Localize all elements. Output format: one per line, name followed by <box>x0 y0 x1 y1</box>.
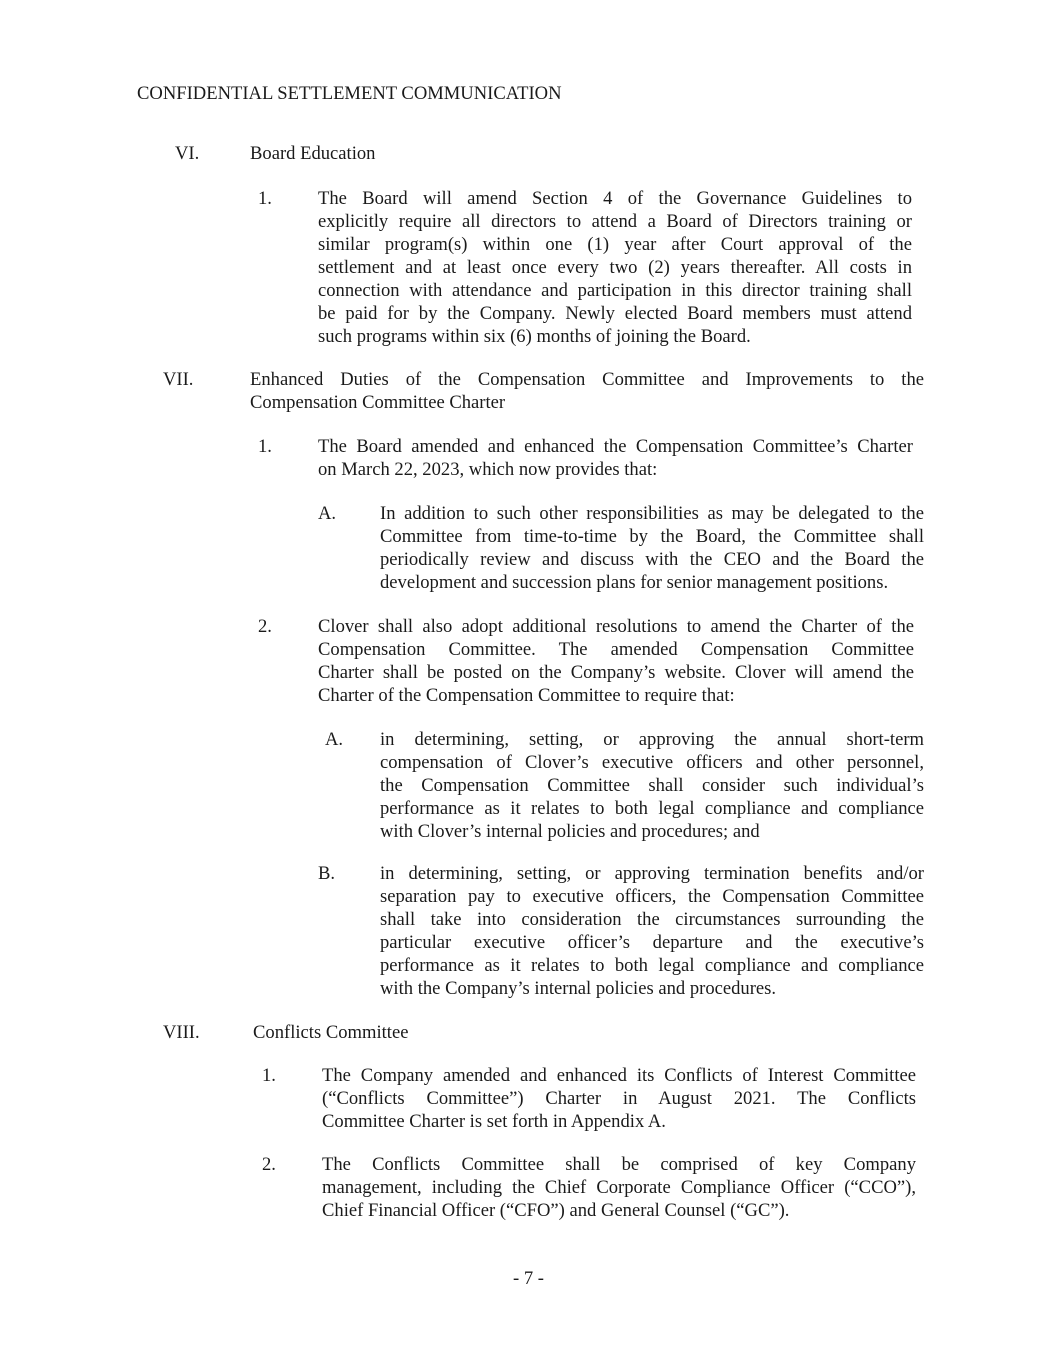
paragraph-text <box>318 435 913 481</box>
paragraph-line: periodically review and discuss with the CEO and the Board the <box>380 549 924 570</box>
paragraph-line: settlement and at least once every two (2) years thereafter. All costs in <box>318 257 912 278</box>
paragraph-line: The Conflicts Committee shall be comprised of key Company <box>322 1154 916 1175</box>
paragraph-line: connection with attendance and participation in this director training shall <box>318 280 912 301</box>
paragraph-line: such programs within six (6) months of joining the Board. <box>318 326 751 347</box>
paragraph-text <box>322 1064 916 1133</box>
paragraph-line: Charter shall be posted on the Company’s website. Clover will amend the <box>318 662 914 683</box>
page-number: - 7 - <box>513 1268 544 1289</box>
paragraph-label: 2. <box>258 616 272 637</box>
paragraph-text <box>380 502 924 594</box>
paragraph-text <box>380 728 924 843</box>
section-title-line: Enhanced Duties of the Compensation Committee and Improvements to the <box>250 369 924 390</box>
paragraph-label: A. <box>318 503 337 524</box>
paragraph-label: 1. <box>258 436 272 457</box>
paragraph-line: Chief Financial Officer (“CFO”) and General Counsel (“GC”). <box>322 1200 790 1221</box>
paragraph-line: The Company amended and enhanced its Conflicts of Interest Committee <box>322 1065 916 1086</box>
paragraph-text <box>322 1153 916 1222</box>
paragraph-line: shall take into consideration the circumstances surrounding the <box>380 909 924 930</box>
paragraph-line: on March 22, 2023, which now provides that: <box>318 459 658 480</box>
section-title <box>250 142 930 165</box>
paragraph-line: with the Company’s internal policies and procedures. <box>380 978 777 999</box>
paragraph-label: 1. <box>258 188 272 209</box>
paragraph-line: with Clover’s internal policies and procedures; and <box>380 821 760 842</box>
paragraph-line: particular executive officer’s departure and the executive’s <box>380 932 924 953</box>
paragraph-line: similar program(s) within one (1) year after Court approval of the <box>318 234 912 255</box>
paragraph-line: The Board will amend Section 4 of the Governance Guidelines to <box>318 188 912 209</box>
paragraph-line: the Compensation Committee shall consider such individual’s <box>380 775 924 796</box>
section-numeral: VIII. <box>163 1022 200 1043</box>
paragraph-line: The Board amended and enhanced the Compensation Committee’s Charter <box>318 436 913 457</box>
paragraph-text <box>318 187 912 348</box>
paragraph-line: In addition to such other responsibilities as may be delegated to the <box>380 503 924 524</box>
paragraph-line: performance as it relates to both legal compliance and compliance <box>380 798 924 819</box>
paragraph-text <box>380 862 924 1000</box>
paragraph-line: performance as it relates to both legal compliance and compliance <box>380 955 924 976</box>
paragraph-line: Committee from time-to-time by the Board, the Committee shall <box>380 526 924 547</box>
section-title-line: Compensation Committee Charter <box>250 392 506 413</box>
paragraph-line: Charter of the Compensation Committee to require that: <box>318 685 735 706</box>
paragraph-line: (“Conflicts Committee”) Charter in August 2021. The Conflicts <box>322 1088 916 1109</box>
paragraph-label: 2. <box>262 1154 276 1175</box>
paragraph-line: Compensation Committee. The amended Compensation Committee <box>318 639 914 660</box>
paragraph-line: development and succession plans for senior management positions. <box>380 572 889 593</box>
paragraph-label: B. <box>318 863 336 884</box>
paragraph-line: explicitly require all directors to attend a Board of Directors training or <box>318 211 912 232</box>
paragraph-label: 1. <box>262 1065 276 1086</box>
paragraph-line: Committee Charter is set forth in Appendix A. <box>322 1111 666 1132</box>
paragraph-line: separation pay to executive officers, the Compensation Committee <box>380 886 924 907</box>
section-title-line: Conflicts Committee <box>253 1022 409 1043</box>
section-title <box>250 368 924 414</box>
paragraph-line: compensation of Clover’s executive officers and other personnel, <box>380 752 924 773</box>
paragraph-label: A. <box>325 729 344 750</box>
section-title-line: Board Education <box>250 143 376 164</box>
paragraph-line: in determining, setting, or approving termination benefits and/or <box>380 863 924 884</box>
section-numeral: VI. <box>175 143 200 164</box>
paragraph-text <box>318 615 914 707</box>
paragraph-line: management, including the Chief Corporate Compliance Officer (“CCO”), <box>322 1177 916 1198</box>
confidential-header: CONFIDENTIAL SETTLEMENT COMMUNICATION <box>137 83 562 104</box>
paragraph-line: be paid for by the Company. Newly elected Board members must attend <box>318 303 912 324</box>
section-title <box>253 1021 933 1044</box>
paragraph-line: Clover shall also adopt additional resolutions to amend the Charter of the <box>318 616 914 637</box>
paragraph-line: in determining, setting, or approving the annual short-term <box>380 729 924 750</box>
section-numeral: VII. <box>163 369 194 390</box>
